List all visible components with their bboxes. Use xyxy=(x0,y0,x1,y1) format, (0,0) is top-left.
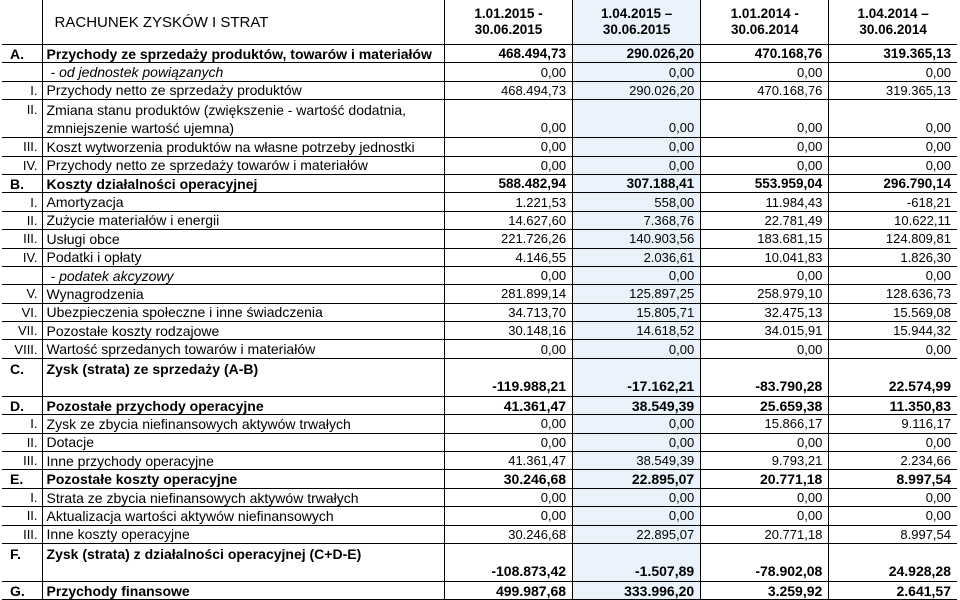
row-value: 0,00 xyxy=(573,156,701,174)
row-value: 24.928,28 xyxy=(829,543,957,581)
row-label: Inne przychody operacyjne xyxy=(42,452,444,470)
table-row xyxy=(2,81,957,99)
table-row xyxy=(2,138,957,156)
row-value: 15.569,08 xyxy=(829,303,957,321)
row-value: 14.618,52 xyxy=(573,322,701,340)
row-value: 38.549,39 xyxy=(573,452,701,470)
row-value: -108.873,42 xyxy=(444,543,572,581)
row-value: 290.026,20 xyxy=(573,81,701,99)
row-label: Przychody netto ze sprzedaży towarów i materiałów xyxy=(42,156,444,174)
table-row xyxy=(2,156,957,174)
table-row xyxy=(2,322,957,340)
row-value: 258.979,10 xyxy=(701,285,829,303)
table-row xyxy=(2,193,957,211)
row-value: 1.221,53 xyxy=(444,193,572,211)
table-row xyxy=(2,488,957,506)
row-value: 468.494,73 xyxy=(444,45,572,63)
row-value: 128.636,73 xyxy=(829,285,957,303)
row-number: III. xyxy=(2,525,42,543)
row-value: 8.997,54 xyxy=(829,525,957,543)
table-row xyxy=(2,63,957,81)
period-header-2: 1.04.2015 – 30.06.2015 xyxy=(573,0,701,45)
row-value: 319.365,13 xyxy=(829,81,957,99)
row-value: 0,00 xyxy=(444,433,572,451)
row-value: 319.365,13 xyxy=(829,45,957,63)
row-number: III. xyxy=(2,452,42,470)
row-value: 0,00 xyxy=(573,63,701,81)
row-value: 30.246,68 xyxy=(444,470,572,488)
table-row xyxy=(2,433,957,451)
row-value: 307.188,41 xyxy=(573,174,701,192)
row-label: Zysk ze zbycia niefinansowych aktywów trwałych xyxy=(42,415,444,433)
row-number xyxy=(2,63,42,81)
header-num-cell xyxy=(2,0,42,45)
row-value: 281.899,14 xyxy=(444,285,572,303)
row-number: III. xyxy=(2,230,42,248)
table-row xyxy=(2,543,957,581)
row-value: 221.726,26 xyxy=(444,230,572,248)
row-value: 15.805,71 xyxy=(573,303,701,321)
row-number: I. xyxy=(2,81,42,99)
row-value: 0,00 xyxy=(444,488,572,506)
row-number: VI. xyxy=(2,303,42,321)
row-value: 290.026,20 xyxy=(573,45,701,63)
row-value: -1.507,89 xyxy=(573,543,701,581)
row-label: Pozostałe przychody operacyjne xyxy=(42,396,444,414)
row-value: 0,00 xyxy=(701,266,829,284)
row-value: 0,00 xyxy=(573,433,701,451)
row-value: 470.168,76 xyxy=(701,45,829,63)
row-number: II. xyxy=(2,507,42,525)
row-value: -119.988,21 xyxy=(444,358,572,396)
row-label: Aktualizacja wartości aktywów niefinansowych xyxy=(42,507,444,525)
row-value: 183.681,15 xyxy=(701,230,829,248)
row-number: V. xyxy=(2,285,42,303)
row-value: 4.146,55 xyxy=(444,248,572,266)
row-value: 124.809,81 xyxy=(829,230,957,248)
row-value: 20.771,18 xyxy=(701,470,829,488)
row-label: Pozostałe koszty operacyjne xyxy=(42,470,444,488)
row-value: 8.997,54 xyxy=(829,470,957,488)
row-label: - od jednostek powiązanych xyxy=(42,63,444,81)
row-value: 0,00 xyxy=(701,138,829,156)
row-value: 333.996,20 xyxy=(573,581,701,599)
row-value: 0,00 xyxy=(829,138,957,156)
row-number: IV. xyxy=(2,156,42,174)
table-row xyxy=(2,415,957,433)
table-row xyxy=(2,396,957,414)
table-row xyxy=(2,340,957,358)
table-row xyxy=(2,266,957,284)
row-value: 3.259,92 xyxy=(701,581,829,599)
table-row xyxy=(2,100,957,138)
row-number: G. xyxy=(2,581,42,599)
row-number xyxy=(2,266,42,284)
row-value: 9.116,17 xyxy=(829,415,957,433)
table-row xyxy=(2,452,957,470)
table-row xyxy=(2,45,957,63)
row-label: Podatki i opłaty xyxy=(42,248,444,266)
row-value: -618,21 xyxy=(829,193,957,211)
row-value: 0,00 xyxy=(701,63,829,81)
table-row xyxy=(2,211,957,229)
row-number: II. xyxy=(2,211,42,229)
row-value: 296.790,14 xyxy=(829,174,957,192)
row-value: 34.015,91 xyxy=(701,322,829,340)
table-row xyxy=(2,525,957,543)
row-value: 0,00 xyxy=(573,415,701,433)
row-label: Zmiana stanu produktów (zwiększenie - wartość dodatnia, zmniejszenie wartość ujemna) xyxy=(42,100,444,138)
row-value: 34.713,70 xyxy=(444,303,572,321)
row-value: 11.984,43 xyxy=(701,193,829,211)
row-number: I. xyxy=(2,488,42,506)
row-value: 0,00 xyxy=(444,507,572,525)
table-row xyxy=(2,507,957,525)
table-row xyxy=(2,285,957,303)
row-number: VII. xyxy=(2,322,42,340)
row-value: 20.771,18 xyxy=(701,525,829,543)
row-value: 125.897,25 xyxy=(573,285,701,303)
row-value: 0,00 xyxy=(444,415,572,433)
table-row xyxy=(2,303,957,321)
row-value: 0,00 xyxy=(573,488,701,506)
row-number: F. xyxy=(2,543,42,581)
row-value: 22.895,07 xyxy=(573,525,701,543)
row-number: A. xyxy=(2,45,42,63)
row-value: 468.494,73 xyxy=(444,81,572,99)
row-value: 22.574,99 xyxy=(829,358,957,396)
table-row xyxy=(2,230,957,248)
row-number: I. xyxy=(2,415,42,433)
row-label: Usługi obce xyxy=(42,230,444,248)
row-label: Przychody ze sprzedaży produktów, towarów i materiałów xyxy=(42,45,444,63)
row-value: 0,00 xyxy=(701,433,829,451)
row-value: 41.361,47 xyxy=(444,396,572,414)
row-value: 2.234,66 xyxy=(829,452,957,470)
row-value: -83.790,28 xyxy=(701,358,829,396)
row-value: 11.350,83 xyxy=(829,396,957,414)
row-value: 0,00 xyxy=(829,63,957,81)
row-value: 499.987,68 xyxy=(444,581,572,599)
table-row xyxy=(2,358,957,396)
row-label: Ubezpieczenia społeczne i inne świadczenia xyxy=(42,303,444,321)
period-header-4: 1.04.2014 – 30.06.2014 xyxy=(829,0,957,45)
row-value: 0,00 xyxy=(701,156,829,174)
row-value: 0,00 xyxy=(829,100,957,138)
row-label: Strata ze zbycia niefinansowych aktywów trwałych xyxy=(42,488,444,506)
row-value: 32.475,13 xyxy=(701,303,829,321)
row-value: 0,00 xyxy=(573,100,701,138)
row-value: 0,00 xyxy=(829,156,957,174)
period-header-1: 1.01.2015 - 30.06.2015 xyxy=(444,0,572,45)
row-value: 0,00 xyxy=(573,340,701,358)
row-value: 0,00 xyxy=(829,488,957,506)
statement-title: RACHUNEK ZYSKÓW I STRAT xyxy=(42,0,444,45)
row-label: Wartość sprzedanych towarów i materiałów xyxy=(42,340,444,358)
period-header-3: 1.01.2014 - 30.06.2014 xyxy=(701,0,829,45)
row-label: Dotacje xyxy=(42,433,444,451)
row-value: 0,00 xyxy=(444,63,572,81)
row-number: D. xyxy=(2,396,42,414)
row-value: 553.959,04 xyxy=(701,174,829,192)
row-label: Koszt wytworzenia produktów na własne potrzeby jednostki xyxy=(42,138,444,156)
row-label: Przychody finansowe xyxy=(42,581,444,599)
row-value: 0,00 xyxy=(829,340,957,358)
row-number: C. xyxy=(2,358,42,396)
row-value: 2.641,57 xyxy=(829,581,957,599)
table-row xyxy=(2,470,957,488)
row-value: 10.622,11 xyxy=(829,211,957,229)
row-value: -17.162,21 xyxy=(573,358,701,396)
row-value: 30.148,16 xyxy=(444,322,572,340)
row-number: I. xyxy=(2,193,42,211)
table-header-row xyxy=(2,0,957,45)
row-label: Wynagrodzenia xyxy=(42,285,444,303)
row-value: 0,00 xyxy=(829,266,957,284)
row-value: 0,00 xyxy=(444,340,572,358)
row-value: 38.549,39 xyxy=(573,396,701,414)
table-row xyxy=(2,174,957,192)
row-value: 25.659,38 xyxy=(701,396,829,414)
row-value: 10.041,83 xyxy=(701,248,829,266)
row-value: 0,00 xyxy=(444,138,572,156)
row-value: 140.903,56 xyxy=(573,230,701,248)
row-value: 0,00 xyxy=(444,156,572,174)
row-number: B. xyxy=(2,174,42,192)
row-value: 0,00 xyxy=(573,138,701,156)
row-value: 22.895,07 xyxy=(573,470,701,488)
row-value: -78.902,08 xyxy=(701,543,829,581)
row-value: 14.627,60 xyxy=(444,211,572,229)
row-value: 0,00 xyxy=(829,433,957,451)
row-number: II. xyxy=(2,433,42,451)
row-number: VIII. xyxy=(2,340,42,358)
row-label: Zysk (strata) z działalności operacyjnej (C+D-E) xyxy=(42,543,444,581)
row-value: 1.826,30 xyxy=(829,248,957,266)
row-label: Amortyzacja xyxy=(42,193,444,211)
row-value: 0,00 xyxy=(829,507,957,525)
row-value: 7.368,76 xyxy=(573,211,701,229)
row-label: Zużycie materiałów i energii xyxy=(42,211,444,229)
row-value: 0,00 xyxy=(444,100,572,138)
row-value: 0,00 xyxy=(701,340,829,358)
income-statement-table xyxy=(2,0,957,600)
row-label: Koszty działalności operacyjnej xyxy=(42,174,444,192)
row-value: 0,00 xyxy=(444,266,572,284)
row-number: IV. xyxy=(2,248,42,266)
row-value: 9.793,21 xyxy=(701,452,829,470)
row-value: 0,00 xyxy=(701,100,829,138)
row-value: 0,00 xyxy=(573,507,701,525)
row-value: 588.482,94 xyxy=(444,174,572,192)
table-row xyxy=(2,581,957,599)
row-label: Inne koszty operacyjne xyxy=(42,525,444,543)
row-value: 22.781,49 xyxy=(701,211,829,229)
row-label: Przychody netto ze sprzedaży produktów xyxy=(42,81,444,99)
row-value: 15.866,17 xyxy=(701,415,829,433)
row-value: 2.036,61 xyxy=(573,248,701,266)
row-value: 30.246,68 xyxy=(444,525,572,543)
row-value: 15.944,32 xyxy=(829,322,957,340)
row-number: III. xyxy=(2,138,42,156)
row-number: E. xyxy=(2,470,42,488)
row-value: 0,00 xyxy=(573,266,701,284)
row-value: 0,00 xyxy=(701,488,829,506)
row-label: Pozostałe koszty rodzajowe xyxy=(42,322,444,340)
row-value: 0,00 xyxy=(701,507,829,525)
row-value: 558,00 xyxy=(573,193,701,211)
row-number: II. xyxy=(2,100,42,138)
row-label: - podatek akcyzowy xyxy=(42,266,444,284)
row-value: 470.168,76 xyxy=(701,81,829,99)
row-value: 41.361,47 xyxy=(444,452,572,470)
row-label: Zysk (strata) ze sprzedaży (A-B) xyxy=(42,358,444,396)
table-row xyxy=(2,248,957,266)
